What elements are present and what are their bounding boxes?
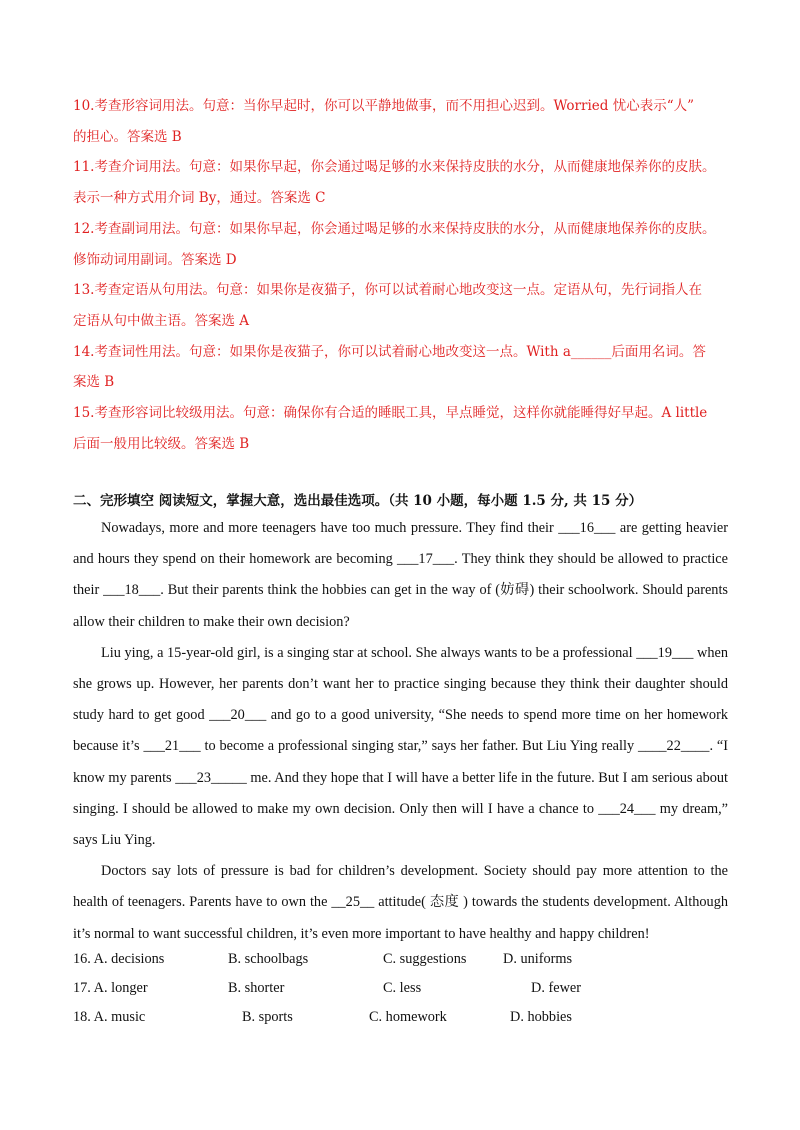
option-c: C. homework xyxy=(369,1009,447,1025)
answer-explanations xyxy=(73,91,733,459)
option-b: B. schoolbags xyxy=(228,951,309,967)
option-a: 16. A. decisions xyxy=(73,951,165,967)
option-d: D. hobbies xyxy=(510,1009,572,1025)
question-16-options xyxy=(73,945,733,974)
option-b: B. sports xyxy=(242,1009,293,1025)
option-c: C. suggestions xyxy=(383,951,467,967)
option-c: C. less xyxy=(383,980,422,996)
answer-15-line1: 15.考查形容词比较级用法。句意：确保你有合适的睡眠工具，早点睡觉，这样你就能睡得好早起。A little xyxy=(73,405,708,422)
option-d: D. fewer xyxy=(531,980,582,996)
option-b: B. shorter xyxy=(228,980,285,996)
answer-15-line2: 后面一般用比较级。答案选 B xyxy=(73,435,250,452)
cloze-passage xyxy=(73,513,728,950)
option-d: D. uniforms xyxy=(503,951,573,967)
question-18-options xyxy=(73,1003,733,1032)
answer-14-line2: 案选 B xyxy=(73,374,115,391)
answer-12-line1: 12.考查副词用法。句意：如果你早起，你会通过喝足够的水来保持皮肤的水分，从而健康地保养你的皮肤。 xyxy=(73,220,716,237)
option-a: 17. A. longer xyxy=(73,980,148,996)
section-title: 二、完形填空 阅读短文，掌握大意，选出最佳选项。（共 10 小题，每小题 1.5 分, 共 15 分） xyxy=(73,493,643,509)
answer-10-line1: 10.考查形容词用法。句意：当你早起时，你可以平静地做事，而不用担心迟到。Worried 忧心表示“人” xyxy=(73,98,695,114)
question-options xyxy=(73,945,733,1032)
question-17-options xyxy=(73,974,733,1003)
answer-11-line1: 11.考查介词用法。句意：如果你早起，你会通过喝足够的水来保持皮肤的水分，从而健康地保养你的皮肤。 xyxy=(73,159,716,176)
passage-paragraph: Doctors say lots of pressure is bad for children’s development. Society should pay more attention to the health of teenagers. Parents have to own the __25__ attitude( 态度 ) towards the students development. Although it’s normal to want successful children, it’s even more important to have healthy and happy children! xyxy=(73,863,728,942)
passage-paragraph: Liu ying, a 15-year-old girl, is a singing star at school. She always wants to be a professional ___19___ when she grows up. However, her parents don’t want her to practice singing because they think their daughter should study hard to get good ___20___ and go to a good university, “She needs to spend more time on her homework because it’s ___21___ to become a professional singing star,” says her father. But Liu Ying really ____22____. “I know my parents ___23_____ me. And they hope that I will have a better life in the future. But I am serious about singing. I should be allowed to make my own decision. Only then will I have a chance to ___24___ my dream,” says Liu Ying. xyxy=(73,644,728,849)
answer-13-line1: 13.考查定语从句用法。句意：如果你是夜猫子，你可以试着耐心地改变这一点。定语从句，先行词指人在 xyxy=(73,282,702,299)
option-a: 18. A. music xyxy=(73,1009,146,1025)
answer-11-line2: 表示一种方式用介词 By，通过。答案选 C xyxy=(73,190,326,207)
answer-14-line1: 14.考查词性用法。句意：如果你是夜猫子，你可以试着耐心地改变这一点。With a______后面用名词。答 xyxy=(73,343,706,360)
passage-paragraph: Nowadays, more and more teenagers have too much pressure. They find their ___16___ are getting heavier and hours they spend on their homework are becoming ___17___. They think they should be allowed to practice their ___18___. But their parents think the hobbies can get in the way of (妨碍) their schoolwork. Should parents allow their children to make their own decision? xyxy=(73,520,728,630)
answer-10-line2: 的担心。答案选 B xyxy=(73,128,182,145)
answer-13-line2: 定语从句中做主语。答案选 A xyxy=(73,312,250,329)
answer-12-line2: 修饰动词用副词。答案选 D xyxy=(73,251,237,268)
